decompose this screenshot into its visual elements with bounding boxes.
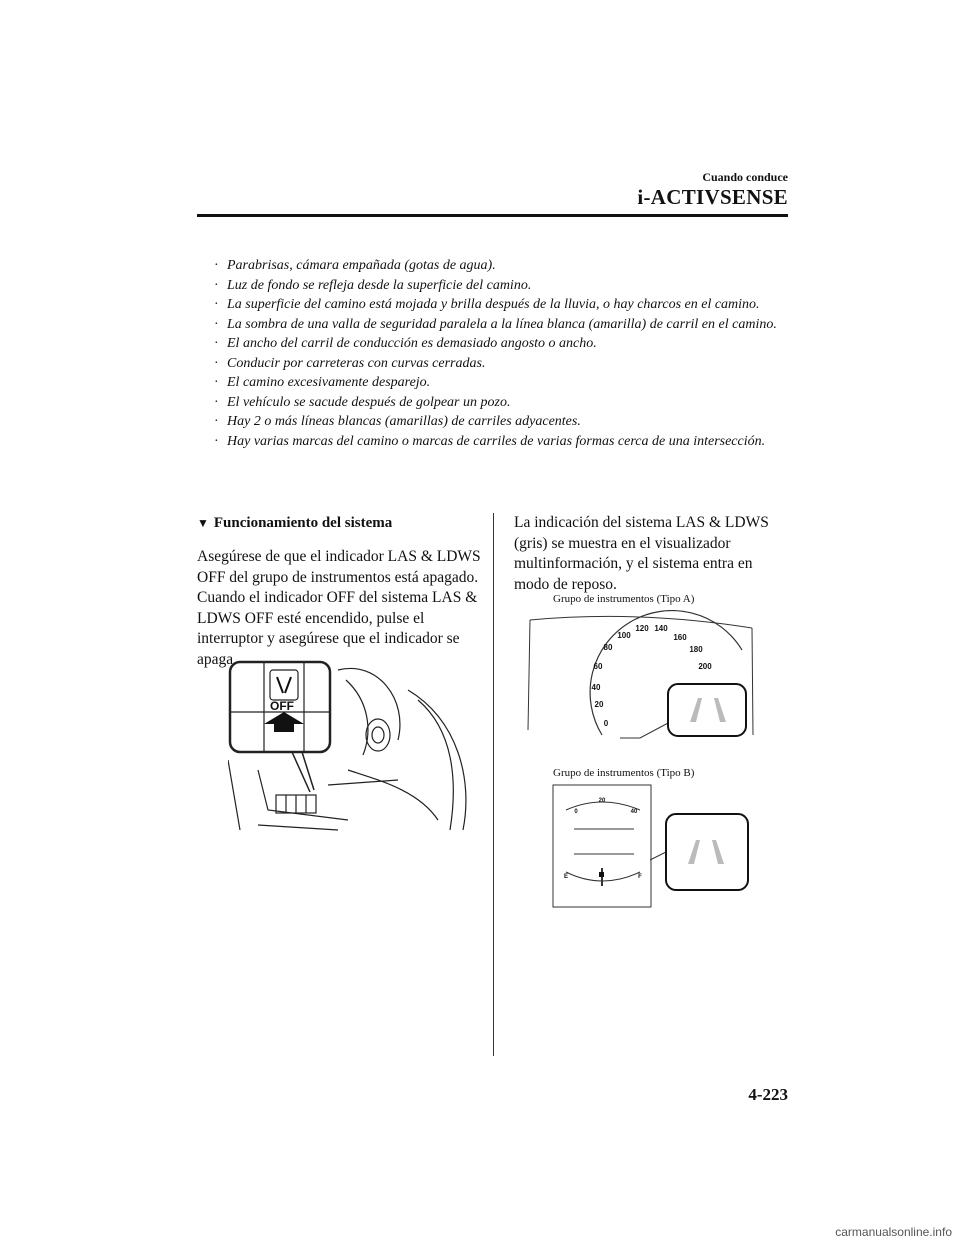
bullet-dot-icon: · (214, 414, 219, 429)
list-item: · Conducir por carreteras con curvas cerradas. (214, 354, 789, 374)
press-arrow-icon (264, 712, 304, 732)
tach-tick: 0 (574, 809, 578, 815)
bullet-dot-icon: · (214, 375, 219, 390)
list-item: · La sombra de una valla de seguridad paralela a la línea blanca (amarilla) de carril en el camino. (214, 315, 789, 335)
conditions-list (214, 256, 789, 451)
las-ldws-switch-illustration (228, 660, 478, 835)
running-header-title: i-ACTIVSENSE (637, 185, 788, 209)
fuel-pump-icon (599, 872, 604, 877)
tach-tick: 20 (598, 798, 606, 804)
cluster-type-a-illustration (520, 610, 760, 745)
triangle-marker-icon: ▼ (197, 516, 209, 530)
fuel-full-label: F (638, 874, 642, 880)
caption-cluster-type-a: Grupo de instrumentos (Tipo A) (553, 593, 695, 605)
tachometer-tick-labels (574, 798, 638, 815)
list-item: · Parabrisas, cámara empañada (gotas de agua). (214, 256, 789, 276)
bullet-dot-icon: · (214, 316, 219, 332)
cluster-type-b-illustration (550, 782, 755, 912)
section-heading-text: Funcionamiento del sistema (213, 515, 393, 531)
lane-off-icon (277, 677, 291, 693)
bullet-dot-icon: · (214, 297, 219, 312)
right-paragraph: La indicación del sistema LAS & LDWS (gris) se muestra en el visualizador multinformación, y el sistema entra en modo de reposo. (514, 514, 769, 593)
header-rule (197, 214, 788, 217)
speed-tick: 160 (673, 633, 687, 642)
page-number: 4-223 (748, 1085, 788, 1104)
bullet-dot-icon: · (214, 277, 219, 293)
caption-cluster-type-b: Grupo de instrumentos (Tipo B) (553, 767, 695, 779)
list-item: · El ancho del carril de conducción es demasiado angosto o ancho. (214, 334, 789, 354)
list-item: · Luz de fondo se refleja desde la superficie del camino. (214, 276, 789, 296)
speed-tick: 20 (594, 700, 604, 709)
left-paragraph: Asegúrese de que el indicador LAS & LDWS OFF del grupo de instrumentos está apagado. Cuando el indicador OFF del sistema LAS & LDWS OFF esté encendido, pulse el interruptor y asegúrese que el indicador se apaga. (197, 548, 481, 668)
watermark: carmanualsonline.info (835, 1225, 952, 1239)
speed-tick: 120 (635, 624, 649, 633)
switch-off-label: OFF (270, 699, 294, 713)
bullet-dot-icon: · (214, 258, 219, 273)
tach-tick: 40 (630, 809, 638, 815)
list-item: · La superficie del camino está mojada y brilla después de la lluvia, o hay charcos en el camino. (214, 295, 789, 315)
speed-tick: 80 (603, 643, 613, 652)
list-item: · El vehículo se sacude después de golpear un pozo. (214, 393, 789, 413)
running-header-section: Cuando conduce (702, 170, 788, 184)
speed-tick: 0 (603, 719, 609, 728)
speed-tick: 100 (617, 631, 631, 640)
bullet-dot-icon: · (214, 355, 219, 371)
speed-tick: 200 (698, 662, 712, 671)
bullet-dot-icon: · (214, 336, 219, 351)
speed-tick: 60 (593, 662, 603, 671)
speed-tick: 40 (591, 683, 601, 692)
speed-tick: 140 (654, 624, 668, 633)
section-heading (197, 515, 392, 532)
column-divider (493, 513, 494, 1056)
list-item: · El camino excesivamente desparejo. (214, 373, 789, 393)
fuel-empty-label: E (563, 874, 569, 880)
list-item: · Hay varias marcas del camino o marcas de carriles de varias formas cerca de una intersección. (214, 432, 789, 452)
speed-tick: 180 (689, 645, 703, 654)
list-item: · Hay 2 o más líneas blancas (amarillas) de carriles adyacentes. (214, 412, 789, 432)
bullet-dot-icon: · (214, 394, 219, 410)
bullet-dot-icon: · (214, 433, 219, 449)
